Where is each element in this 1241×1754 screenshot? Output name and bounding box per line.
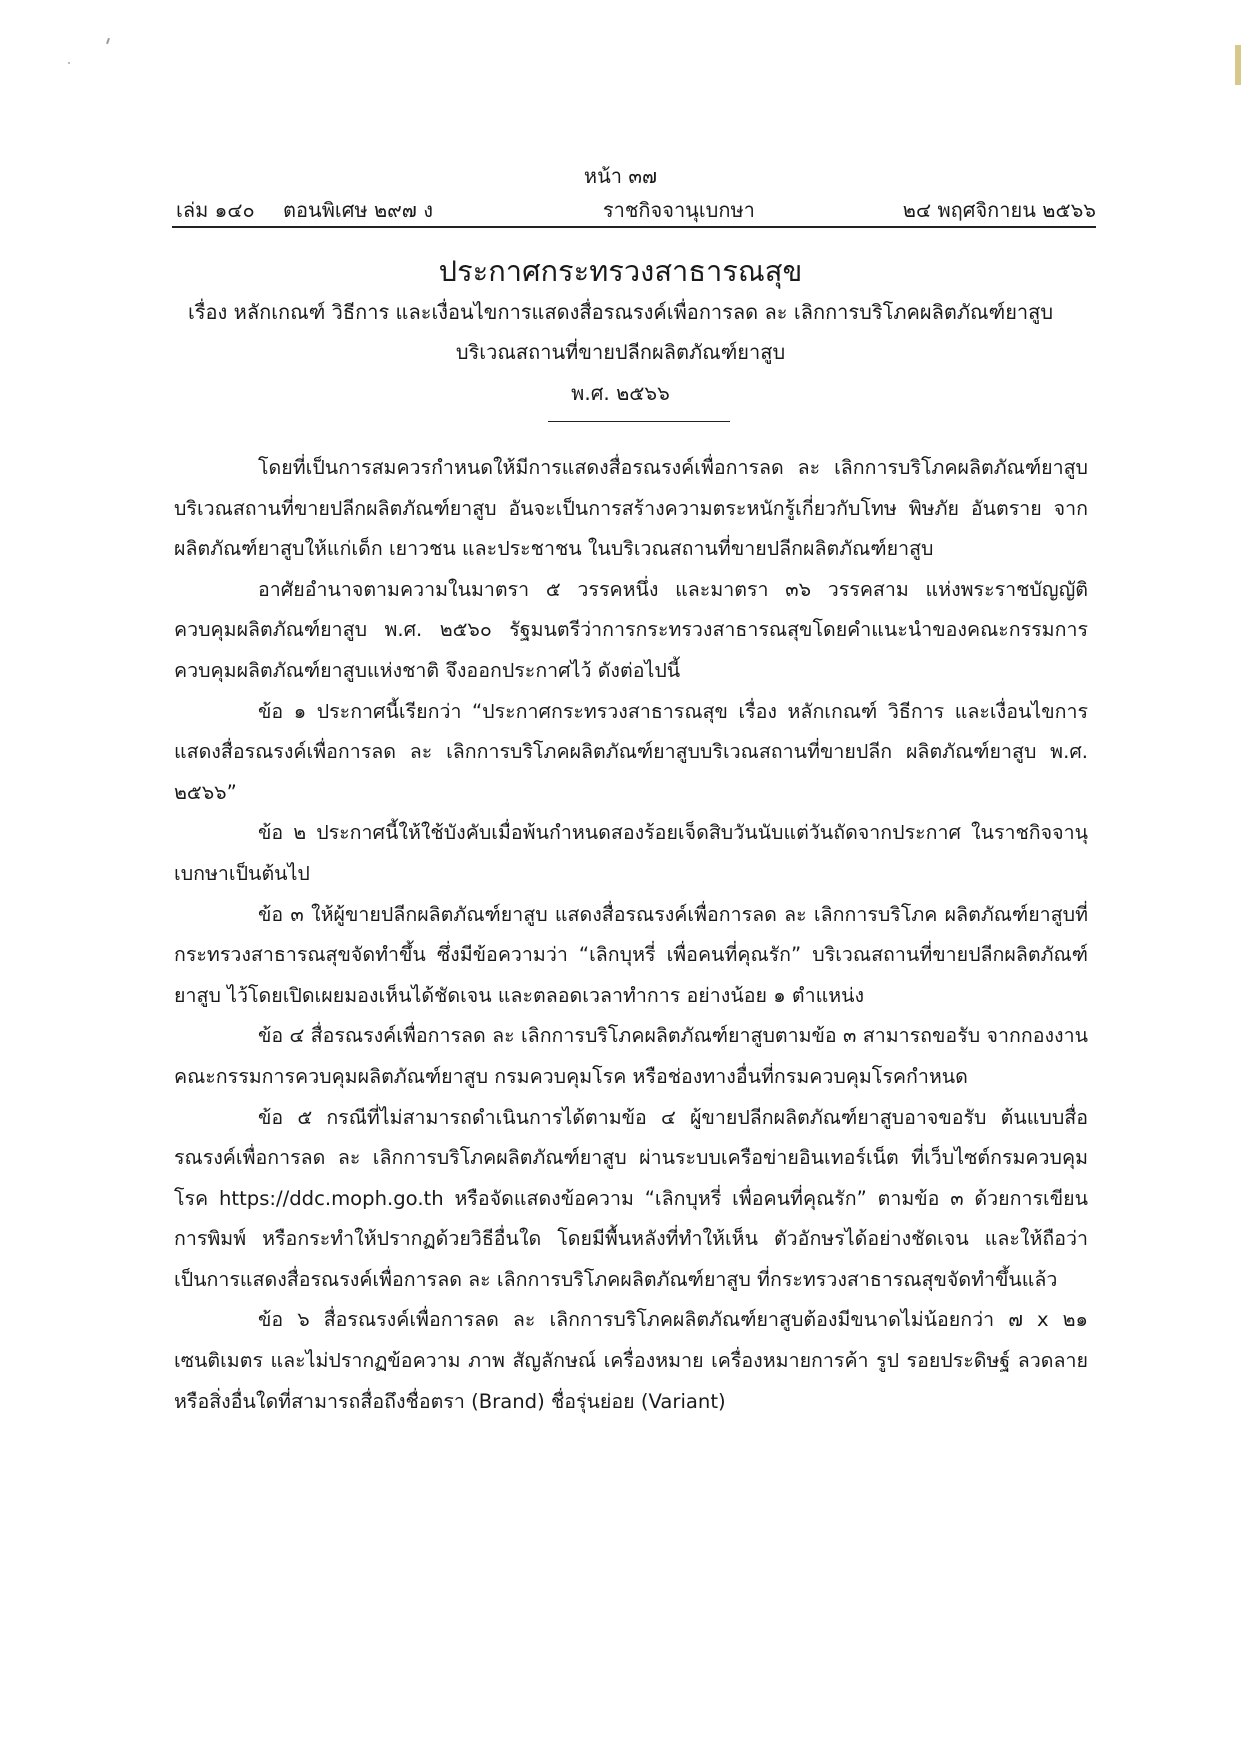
publication-date: ๒๔ พฤศจิกายน ๒๕๖๖ (902, 198, 1096, 222)
announcement-title: ประกาศกระทรวงสาธารณสุข (438, 254, 803, 288)
gazette-name: ราชกิจจานุเบกษา (602, 198, 755, 222)
title-divider (548, 421, 730, 422)
issue-info (176, 194, 455, 226)
scan-edge-strip (1235, 45, 1241, 85)
gazette-header (176, 194, 1096, 226)
clause-2: ข้อ ๒ ประกาศนี้ให้ใช้บังคับเมื่อพ้นกำหนดสองร้อยเจ็ดสิบวันนับแต่วันถัดจากประกาศ ในราชกิจจานุเบกษาเป็นต้นไป (174, 821, 1088, 885)
clause-3: ข้อ ๓ ให้ผู้ขายปลีกผลิตภัณฑ์ยาสูบ แสดงสื่อรณรงค์เพื่อการลด ละ เลิกการบริโภค ผลิตภัณฑ์ยาสูบที่กระทรวงสาธารณสุขจัดทำขึ้น ซึ่งมีข้อความว่า “เลิกบุหรี่ เพื่อคนที่คุณรัก” บริเวณสถานที่ขายปลีกผลิตภัณฑ์ยาสูบ ไว้โดยเปิดเผยมองเห็นได้ชัดเจน และตลอดเวลาทำการ อย่างน้อย ๑ ตำแหน่ง (174, 902, 1088, 1007)
section-label: ตอนพิเศษ ๒๙๗ ง (283, 198, 433, 222)
paragraph-authority: อาศัยอำนาจตามความในมาตรา ๕ วรรคหนึ่ง และมาตรา ๓๖ วรรคสาม แห่งพระราชบัญญัติ ควบคุมผลิตภัณฑ์ยาสูบ พ.ศ. ๒๕๖๐ รัฐมนตรีว่าการกระทรวงสาธารณสุขโดยคำแนะนำของคณะกรรมการ ควบคุมผลิตภัณฑ์ยาสูบแห่งชาติ จึงออกประกาศไว้ ดังต่อไปนี้ (174, 577, 1088, 682)
announcement-subject (150, 292, 1091, 372)
header-divider (172, 226, 1096, 228)
volume-label: เล่ม ๑๔๐ (176, 198, 255, 222)
page-number: หน้า ๓๗ (583, 164, 658, 188)
subject-line: เรื่อง หลักเกณฑ์ วิธีการ และเงื่อนไขการแสดงสื่อรณรงค์เพื่อการลด ละ เลิกการบริโภคผลิตภัณฑ์ยาสูบ (187, 300, 1054, 324)
clause-6: ข้อ ๖ สื่อรณรงค์เพื่อการลด ละ เลิกการบริโภคผลิตภัณฑ์ยาสูบต้องมีขนาดไม่น้อยกว่า ๗ x ๒๑ เซนติเมตร และไม่ปรากฏข้อความ ภาพ สัญลักษณ์ เครื่องหมาย เครื่องหมายการค้า รูป รอยประดิษฐ์ ลวดลาย หรือสิ่งอื่นใดที่สามารถสื่อถึงชื่อตรา (Brand) ชื่อรุ่นย่อย (Variant) (174, 1308, 1088, 1413)
scan-speck (68, 62, 70, 64)
clause-5: ข้อ ๕ กรณีที่ไม่สามารถดำเนินการได้ตามข้อ ๔ ผู้ขายปลีกผลิตภัณฑ์ยาสูบอาจขอรับ ต้นแบบสื่อรณรงค์เพื่อการลด ละ เลิกการบริโภคผลิตภัณฑ์ยาสูบ ผ่านระบบเครือข่ายอินเทอร์เน็ต ที่เว็บไซต์กรมควบคุมโรค https://ddc.moph.go.th หรือจัดแสดงข้อความ “เลิกบุหรี่ เพื่อคนที่คุณรัก” ตามข้อ ๓ ด้วยการเขียน การพิมพ์ หรือกระทำให้ปรากฏด้วยวิธีอื่นใด โดยมีพื้นหลังที่ทำให้เห็น ตัวอักษรได้อย่างชัดเจน และให้ถือว่าเป็นการแสดงสื่อรณรงค์เพื่อการลด ละ เลิกการบริโภคผลิตภัณฑ์ยาสูบ ที่กระทรวงสาธารณสุขจัดทำขึ้นแล้ว (174, 1105, 1088, 1291)
announcement-year: พ.ศ. ๒๕๖๖ (571, 381, 670, 405)
announcement-body (174, 448, 1088, 1422)
paragraph-preamble: โดยที่เป็นการสมควรกำหนดให้มีการแสดงสื่อรณรงค์เพื่อการลด ละ เลิกการบริโภคผลิตภัณฑ์ยาสูบ บริเวณสถานที่ขายปลีกผลิตภัณฑ์ยาสูบ อันจะเป็นการสร้างความตระหนักรู้เกี่ยวกับโทษ พิษภัย อันตราย จากผลิตภัณฑ์ยาสูบให้แก่เด็ก เยาวชน และประชาชน ในบริเวณสถานที่ขายปลีกผลิตภัณฑ์ยาสูบ (174, 456, 1088, 561)
subject-line: บริเวณสถานที่ขายปลีกผลิตภัณฑ์ยาสูบ (455, 340, 786, 364)
clause-1: ข้อ ๑ ประกาศนี้เรียกว่า “ประกาศกระทรวงสาธารณสุข เรื่อง หลักเกณฑ์ วิธีการ และเงื่อนไขการแสดงสื่อรณรงค์เพื่อการลด ละ เลิกการบริโภคผลิตภัณฑ์ยาสูบบริเวณสถานที่ขายปลีก ผลิตภัณฑ์ยาสูบ พ.ศ. ๒๕๖๖” (174, 699, 1088, 804)
clause-4: ข้อ ๔ สื่อรณรงค์เพื่อการลด ละ เลิกการบริโภคผลิตภัณฑ์ยาสูบตามข้อ ๓ สามารถขอรับ จากกองงานคณะกรรมการควบคุมผลิตภัณฑ์ยาสูบ กรมควบคุมโรค หรือช่องทางอื่นที่กรมควบคุมโรคกำหนด (174, 1024, 1088, 1088)
scan-speck (106, 38, 110, 44)
